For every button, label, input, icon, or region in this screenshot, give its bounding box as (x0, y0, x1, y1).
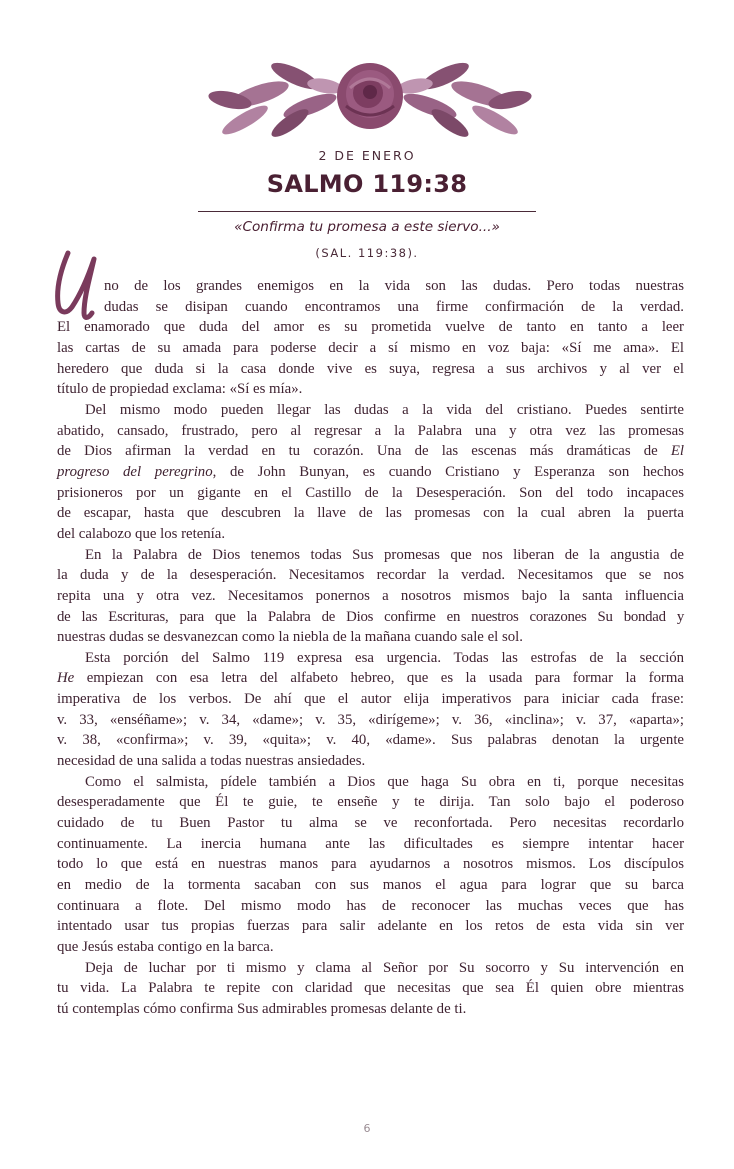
text-line: Deja de luchar por ti mismo y clama al Señor por Su socorro y Su intervención en (85, 959, 684, 976)
text-line: Del mismo modo pueden llegar las dudas a la vida del cristiano. Puedes sentirte (85, 401, 684, 418)
text-line: la duda y de la desesperación. Necesitamos recordar la verdad. Necesitamos que se nos (57, 567, 684, 584)
text-line: continuara a flote. Del mismo modo has de reconocer las muchas veces que has (57, 897, 684, 914)
text-line (57, 441, 684, 462)
devotional-date: 2 DE ENERO (318, 148, 416, 163)
page-title: SALMO 119:38 (266, 170, 468, 198)
text-run: empiezan con esa letra del alfabeto hebreo, que es la usada para formar la forma (74, 670, 684, 687)
page-number: 6 (363, 1122, 371, 1135)
text-line (57, 668, 684, 689)
text-line: tú contemplas cómo confirma Sus admirables promesas delante de ti. (57, 1000, 467, 1017)
text-line: repita una y otra vez. Necesitamos ponernos a nosotros mismos bajo la santa influencia (57, 587, 684, 604)
text-line: imperativa de los verbos. De ahí que el autor elija imperativos para iniciar cada frase: (57, 691, 684, 708)
paragraph-5 (57, 772, 684, 958)
hebrew-letter-italic: He (57, 670, 75, 687)
text-line: nuestras dudas se desvanezcan como la niebla de la mañana cuando sale el sol. (57, 629, 523, 646)
book-title-italic: progreso del peregrino (57, 463, 213, 480)
text-run: , de John Bunyan, es cuando Cristiano y Esperanza son hechos (212, 463, 685, 480)
verse-reference: (SAL. 119:38). (315, 246, 419, 260)
devotional-body (57, 276, 684, 1020)
text-line: v. 33, «enséñame»; v. 34, «dame»; v. 35, «dirígeme»; v. 36, «inclina»; v. 37, «aparta»; (57, 711, 684, 728)
text-line: que Jesús estaba contigo en la barca. (57, 939, 274, 955)
text-line: continuamente. La inercia humana ante las dificultades es siempre intentar hacer (57, 835, 684, 852)
rose-floral-ornament-icon (200, 48, 540, 140)
text-line: tu vida. La Palabra te repite con claridad que necesitas que sea Él quien obre mientras (57, 980, 684, 997)
text-line: prisioneros por un gigante en el Castillo de la Desesperación. Son del todo incapaces (57, 484, 684, 501)
title-divider (198, 211, 536, 212)
text-line: El enamorado que duda del amor es su prometida vuelve de tanto en tanto a leer (57, 319, 684, 336)
text-line: las cartas de su amada para poderse decir a sí mismo en voz baja: «Sí me ama». El (57, 339, 684, 356)
text-line: intentado usar tus propias fuerzas para salir adelante en los retos de esta vida sin ver (57, 918, 684, 935)
text-line: Esta porción del Salmo 119 expresa esa urgencia. Todas las estrofas de la sección (85, 649, 684, 666)
book-title-italic: El (670, 443, 684, 460)
text-line: título de propiedad exclama: «Sí es mía». (57, 381, 303, 398)
text-line: En la Palabra de Dios tenemos todas Sus promesas que nos liberan de la angustia de (85, 546, 684, 563)
text-line (57, 462, 684, 483)
paragraph-6 (57, 958, 684, 1020)
verse-quote: «Confirma tu promesa a este siervo...» (234, 219, 500, 235)
paragraph-3 (57, 545, 684, 648)
text-line: del calabozo que los retenía. (57, 525, 226, 542)
text-line: heredero que duda si la casa donde vive es suya, regresa a sus archivos y al ver el (57, 360, 684, 377)
text-line: no de los grandes enemigos en la vida son las dudas. Pero todas nuestras (104, 278, 684, 294)
text-run: de Dios afirman la verdad en tu corazón. Una de las escenas más dramáticas de (57, 443, 658, 460)
text-line: abatido, cansado, frustrado, pero al regresar a la Palabra una y otra vez las promesas (57, 422, 684, 439)
paragraph-1 (57, 276, 684, 400)
text-line: necesidad de una salida a todas nuestras ansiedades. (57, 753, 366, 770)
text-line: Como el salmista, pídele también a Dios que haga Su obra en ti, porque necesitas (85, 773, 684, 790)
text-line: en medio de la tormenta sacaban con sus manos el agua para lograr que su barca (57, 877, 684, 894)
text-line: dudas se disipan cuando encontramos una firme confirmación de la verdad. (104, 298, 684, 315)
text-line: de las Escrituras, para que la Palabra de Dios confirme en nuestros corazones Su bondad y (57, 608, 684, 625)
text-line: de escapar, hasta que descubren la llave de las promesas con la cual abren la puerta (57, 505, 684, 522)
text-line: todo lo que está en nuestras manos para ayudarnos a nosotros mismos. Los discípulos (57, 856, 684, 873)
text-line: v. 38, «confirma»; v. 39, «quita»; v. 40, «dame». Sus palabras denotan la urgente (57, 732, 684, 749)
text-line: cuidado de tu Buen Pastor tu alma se ve reconfortada. Pero necesitas recordarlo (57, 815, 684, 832)
paragraph-4 (57, 648, 684, 772)
text-line: desesperadamente que Él te guie, te enseñe y te dirija. Tan solo bajo el poderoso (57, 794, 684, 811)
paragraph-2 (57, 400, 684, 545)
